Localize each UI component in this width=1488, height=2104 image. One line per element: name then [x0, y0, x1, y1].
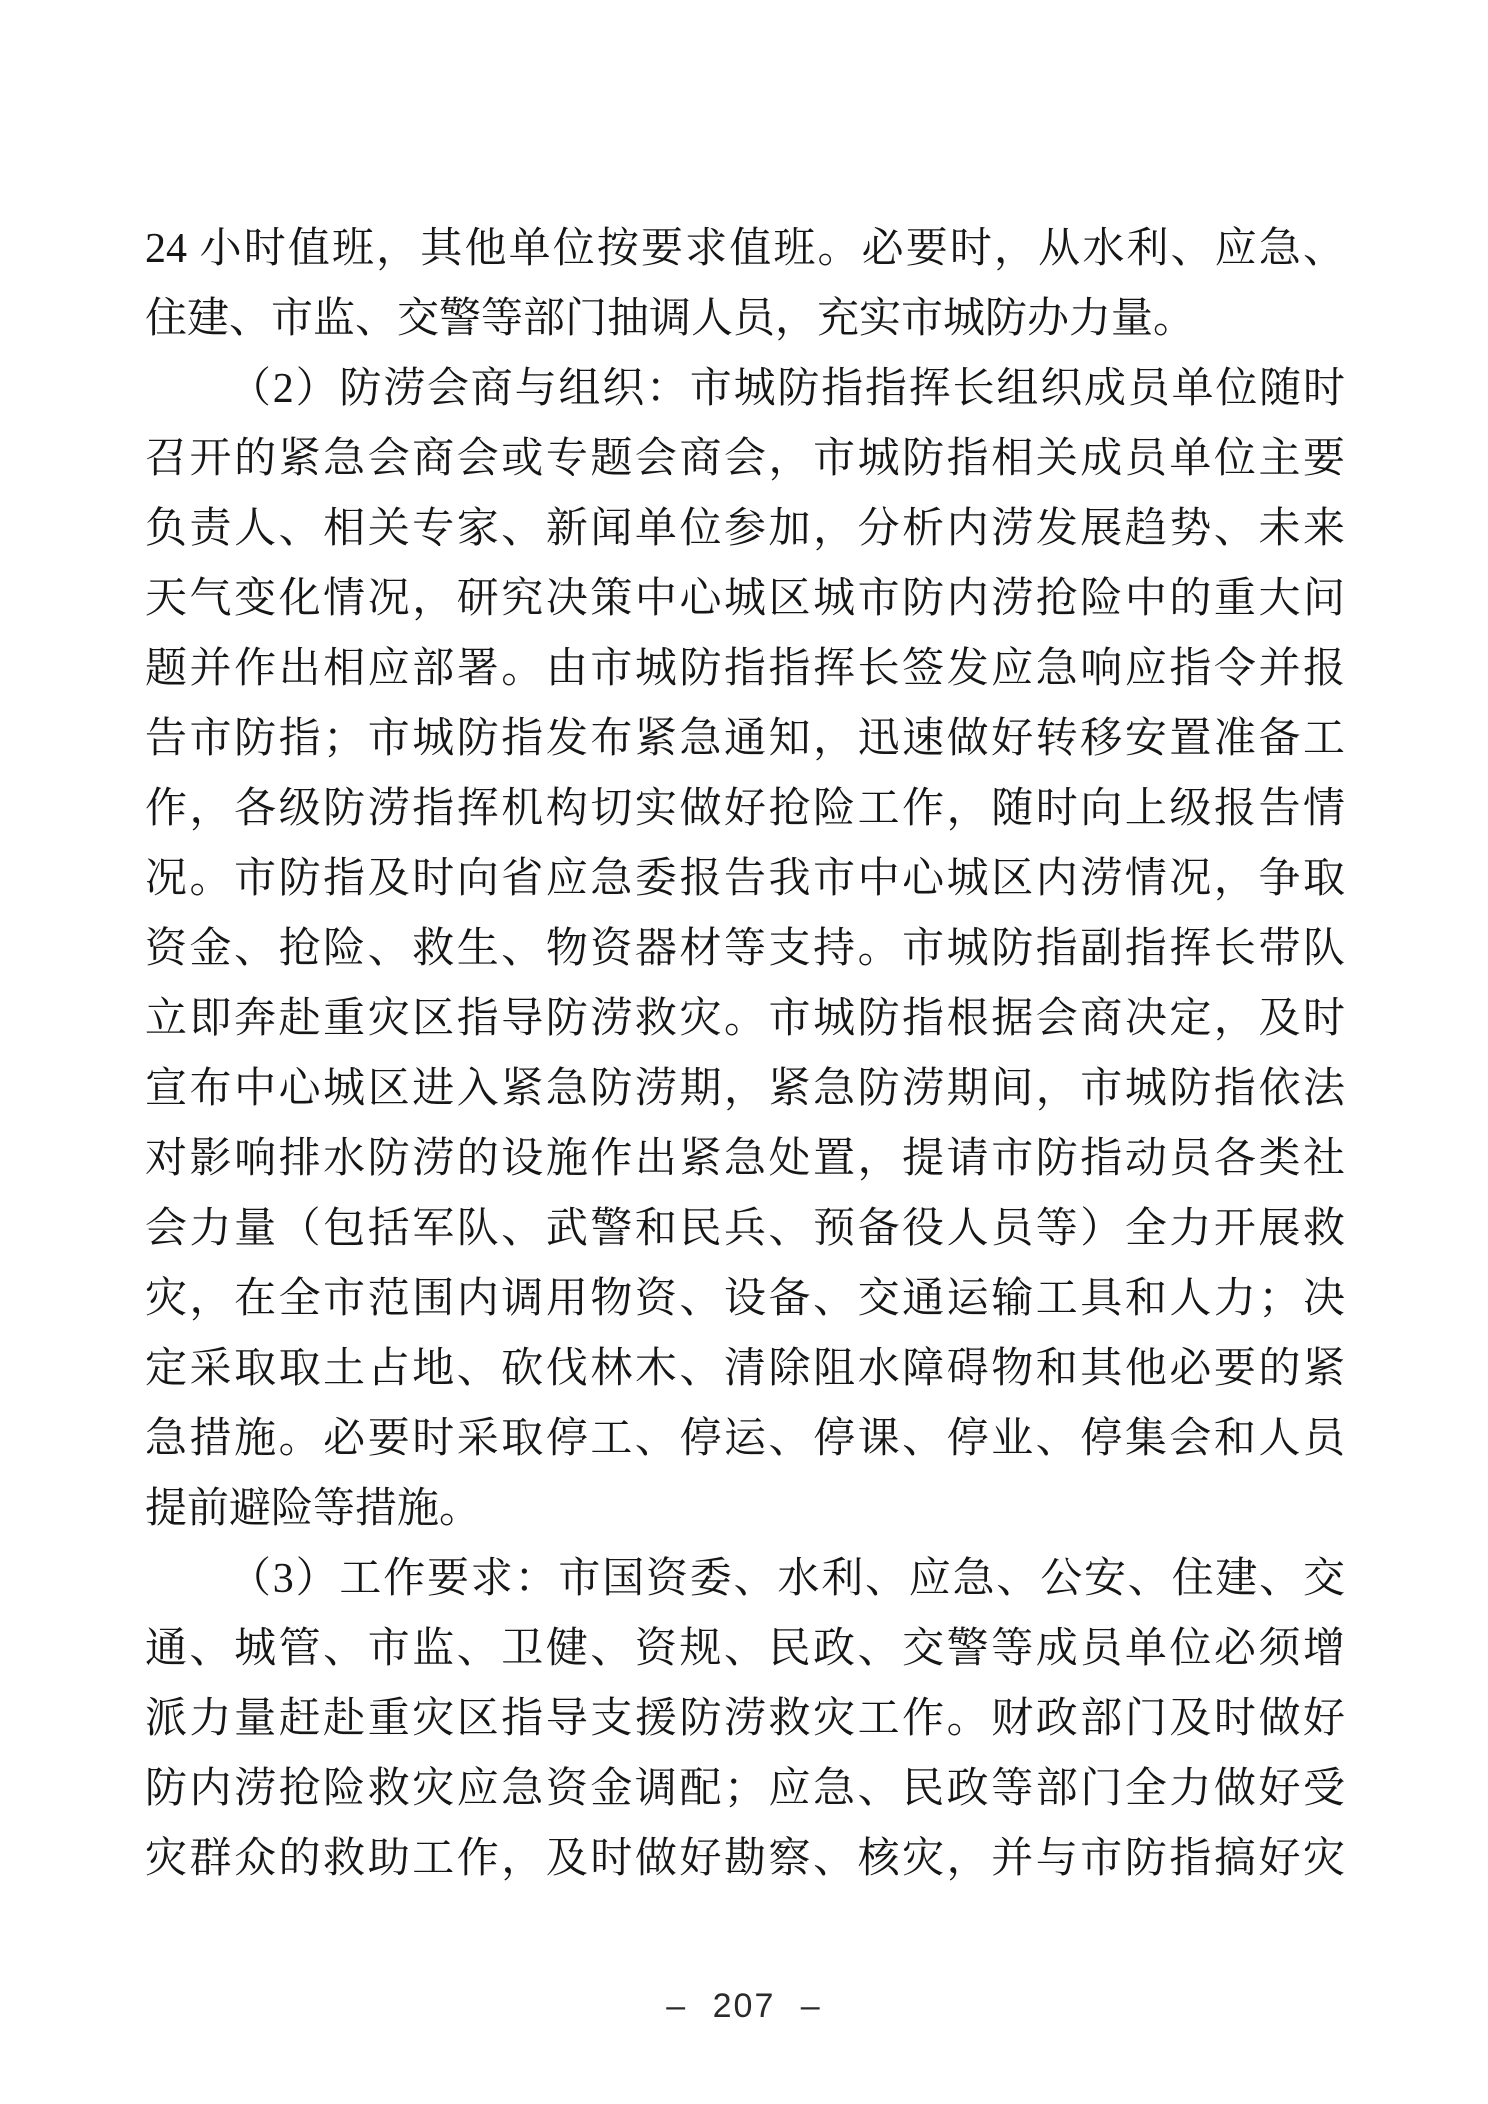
text-line: 告市防指；市城防指发布紧急通知，迅速做好转移安置准备工 [145, 716, 1345, 762]
text-line: 召开的紧急会商会或专题会商会，市城防指相关成员单位主要 [145, 436, 1345, 482]
text-line: 灾，在全市范围内调用物资、设备、交通运输工具和人力；决 [145, 1276, 1345, 1322]
text-line: 负责人、相关专家、新闻单位参加，分析内涝发展趋势、未来 [145, 506, 1345, 552]
paragraph [145, 214, 1345, 354]
text-line: 宣布中心城区进入紧急防涝期，紧急防涝期间，市城防指依法 [145, 1066, 1345, 1112]
text-line: 况。市防指及时向省应急委报告我市中心城区内涝情况，争取 [145, 856, 1345, 902]
text-line: 题并作出相应部署。由市城防指指挥长签发应急响应指令并报 [145, 646, 1345, 692]
text-line: 立即奔赴重灾区指导防涝救灾。市城防指根据会商决定，及时 [145, 996, 1345, 1042]
text-line: 24 小时值班，其他单位按要求值班。必要时，从水利、应急、 [145, 226, 1345, 272]
text-line: 防内涝抢险救灾应急资金调配；应急、民政等部门全力做好受 [145, 1766, 1345, 1812]
page-number: – 207 – [666, 1987, 822, 2025]
text-line: 会力量（包括军队、武警和民兵、预备役人员等）全力开展救 [145, 1206, 1345, 1252]
text-line: 提前避险等措施。 [145, 1486, 482, 1532]
text-line: 通、城管、市监、卫健、资规、民政、交警等成员单位必须增 [145, 1626, 1345, 1672]
text-line: 资金、抢险、救生、物资器材等支持。市城防指副指挥长带队 [145, 926, 1345, 972]
text-line: （2）防涝会商与组织：市城防指指挥长组织成员单位随时 [229, 366, 1345, 412]
text-line: 天气变化情况，研究决策中心城区城市防内涝抢险中的重大问 [145, 576, 1345, 622]
text-line: 作，各级防涝指挥机构切实做好抢险工作，随时向上级报告情 [145, 786, 1345, 832]
document-body [145, 214, 1345, 1894]
paragraph [145, 1544, 1345, 1894]
text-line: 灾群众的救助工作，及时做好勘察、核灾，并与市防指搞好灾 [145, 1836, 1345, 1882]
text-line: （3）工作要求：市国资委、水利、应急、公安、住建、交 [229, 1556, 1345, 1602]
paragraph [145, 354, 1345, 1544]
text-line: 对影响排水防涝的设施作出紧急处置，提请市防指动员各类社 [145, 1136, 1345, 1182]
text-line: 定采取取土占地、砍伐林木、清除阻水障碍物和其他必要的紧 [145, 1346, 1345, 1392]
text-line: 住建、市监、交警等部门抽调人员，充实市城防办力量。 [145, 296, 1196, 342]
text-line: 急措施。必要时采取停工、停运、停课、停业、停集会和人员 [145, 1416, 1345, 1462]
text-line: 派力量赶赴重灾区指导支援防涝救灾工作。财政部门及时做好 [145, 1696, 1345, 1742]
